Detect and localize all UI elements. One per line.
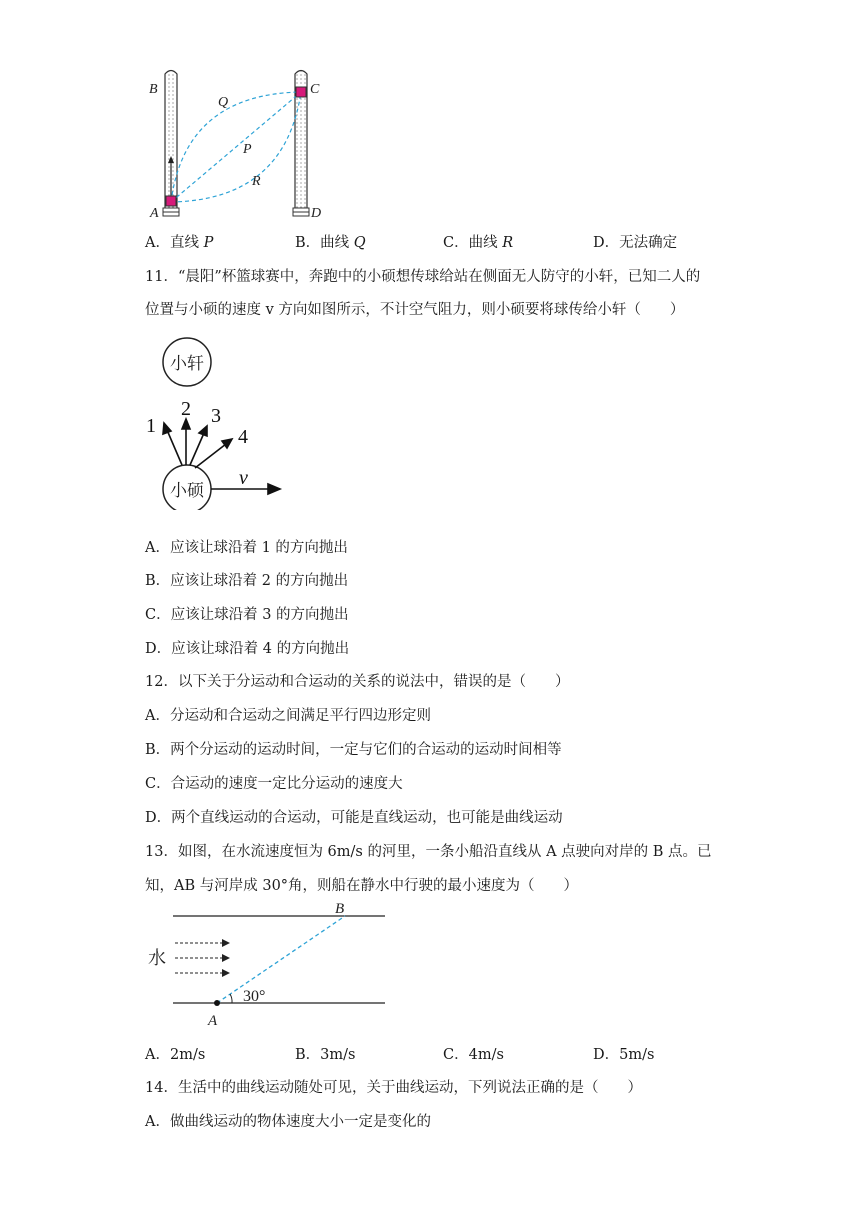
label-b: B bbox=[149, 82, 158, 97]
q10-option-b[interactable]: B．曲线 Q bbox=[295, 235, 366, 251]
arrow-label-3: 3 bbox=[211, 405, 221, 427]
red-block-a bbox=[166, 196, 176, 206]
q12-stem: 12．以下关于分运动和合运动的关系的说法中，错误的是（ ） bbox=[145, 674, 570, 690]
river-figure bbox=[140, 900, 390, 1030]
pass-direction-figure bbox=[140, 335, 300, 510]
angle-label: 30° bbox=[243, 988, 266, 1005]
q13-option-b[interactable]: B．3m/s bbox=[295, 1047, 356, 1063]
q12-option-b[interactable]: B．两个分运动的运动时间，一定与它们的合运动的运动时间相等 bbox=[145, 742, 562, 758]
q11-option-c[interactable]: C．应该让球沿着 3 的方向抛出 bbox=[145, 607, 349, 623]
q10-option-c[interactable]: C．曲线 R bbox=[443, 235, 514, 251]
q11-option-b[interactable]: B．应该让球沿着 2 的方向抛出 bbox=[145, 573, 349, 589]
q11-stem-line2: 位置与小硕的速度 v 方向如图所示，不计空气阻力，则小硕要将球传给小轩（ ） bbox=[145, 302, 685, 318]
arrow-label-4: 4 bbox=[238, 426, 248, 448]
arrow-1 bbox=[167, 430, 182, 465]
point-a bbox=[214, 1000, 220, 1006]
arrow-label-1: 1 bbox=[146, 415, 156, 437]
water-label: 水 bbox=[148, 948, 166, 968]
water-flow-arrows bbox=[175, 943, 224, 973]
q13-stem-line1: 13．如图，在水流速度恒为 6m/s 的河里，一条小船沿直线从 A 点驶向对岸的 B 点。已 bbox=[145, 844, 712, 860]
label-a: A bbox=[150, 206, 159, 220]
q13-option-d[interactable]: D．5m/s bbox=[593, 1047, 655, 1063]
line-p bbox=[171, 92, 301, 202]
q12-option-d[interactable]: D．两个直线运动的合运动，可能是直线运动，也可能是曲线运动 bbox=[145, 810, 563, 826]
label-r: R bbox=[252, 174, 261, 189]
tube-trajectory-figure bbox=[140, 66, 340, 220]
red-block-c bbox=[296, 87, 306, 97]
q10-option-a[interactable]: A．直线 P bbox=[145, 235, 214, 251]
angle-arc bbox=[230, 994, 232, 1003]
label-q: Q bbox=[218, 95, 229, 110]
q14-option-a[interactable]: A．做曲线运动的物体速度大小一定是变化的 bbox=[145, 1114, 431, 1130]
q13-option-a[interactable]: A．2m/s bbox=[145, 1047, 206, 1063]
label-c: C bbox=[310, 82, 320, 97]
trajectory-curves bbox=[171, 92, 301, 202]
label-p: P bbox=[243, 142, 252, 157]
arrow-4 bbox=[195, 444, 226, 468]
left-glass-tube bbox=[163, 71, 179, 217]
xiaoxuan-label: 小轩 bbox=[170, 354, 204, 373]
arrow-label-2: 2 bbox=[181, 398, 191, 420]
label-a: A bbox=[208, 1013, 218, 1029]
q11-option-a[interactable]: A．应该让球沿着 1 的方向抛出 bbox=[145, 540, 348, 556]
q13-option-c[interactable]: C．4m/s bbox=[443, 1047, 504, 1063]
q12-option-c[interactable]: C．合运动的速度一定比分运动的速度大 bbox=[145, 776, 403, 792]
q12-option-a[interactable]: A．分运动和合运动之间满足平行四边形定则 bbox=[145, 708, 431, 724]
velocity-label: v bbox=[239, 467, 248, 489]
q13-stem-line2: 知，AB 与河岸成 30°角，则船在静水中行驶的最小速度为（ ） bbox=[145, 878, 579, 894]
q11-stem-line1: 11．“晨阳”杯篮球赛中，奔跑中的小硕想传球给站在侧面无人防守的小轩，已知二人的 bbox=[145, 269, 701, 285]
q10-option-d[interactable]: D．无法确定 bbox=[593, 235, 678, 251]
xiaoshuo-label: 小硕 bbox=[170, 481, 204, 500]
q11-option-d[interactable]: D．应该让球沿着 4 的方向抛出 bbox=[145, 641, 350, 657]
q14-stem: 14．生活中的曲线运动随处可见，关于曲线运动，下列说法正确的是（ ） bbox=[145, 1080, 642, 1096]
label-d: D bbox=[311, 206, 322, 220]
arrow-3 bbox=[190, 433, 204, 465]
path-ab bbox=[217, 916, 345, 1003]
label-b: B bbox=[335, 901, 345, 917]
